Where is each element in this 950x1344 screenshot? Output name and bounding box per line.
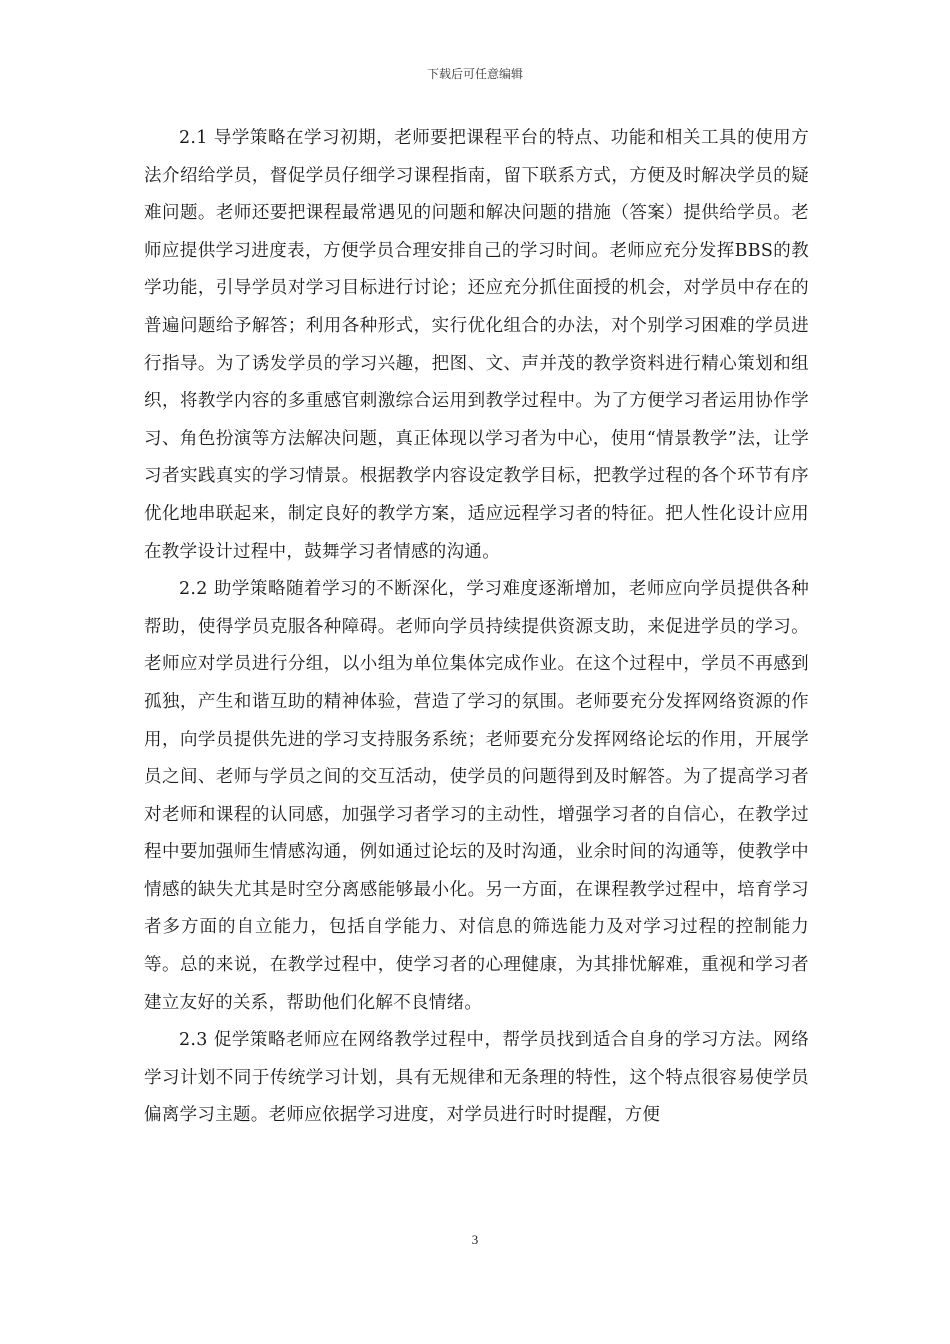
paragraph-2-3: 2.3 促学策略老师应在网络教学过程中，帮学员找到适合自身的学习方法。网络学习计划不同于传统学习计划，具有无规律和无条理的特性，这个特点很容易使学员偏离学习主题。老师应依据学习进度，对学员进行时时提醒，方便 [144,1030,809,1126]
paragraph-2-2: 2.2 助学策略随着学习的不断深化，学习难度逐渐增加，老师应向学员提供各种帮助，使得学员克服各种障碍。老师向学员持续提供资源支助，来促进学员的学习。老师应对学员进行分组，以小组为单位集体完成作业。在这个过程中，学员不再感到孤独，产生和谐互助的精神体验，营造了学习的氛围。老师要充分发挥网络资源的作用，向学员提供先进的学习支持服务系统；老师要充分发挥网络论坛的作用，开展学员之间、老师与学员之间的交互活动，使学员的问题得到及时解答。为了提高学习者对老师和课程的认同感，加强学习者学习的主动性，增强学习者的自信心，在教学过程中要加强师生情感沟通，例如通过论坛的及时沟通，业余时间的沟通等，使教学中情感的缺失尤其是时空分离感能够最小化。另一方面，在课程教学过程中，培育学习者多方面的自立能力，包括自学能力、对信息的筛选能力及对学习过程的控制能力等。总的来说，在教学过程中，使学习者的心理健康，为其排忧解难，重视和学习者建立友好的关系，帮助他们化解不良情绪。 [144,579,809,1013]
page-header: 下载后可任意编辑 [426,67,523,81]
document-body [144,120,809,1135]
page-number: 3 [471,1232,479,1247]
paragraph-2-1: 2.1 导学策略在学习初期，老师要把课程平台的特点、功能和相关工具的使用方法介绍给学员，督促学员仔细学习课程指南，留下联系方式，方便及时解决学员的疑难问题。老师还要把课程最常遇见的问题和解决问题的措施（答案）提供给学员。老师应提供学习进度表，方便学员合理安排自己的学习时间。老师应充分发挥BBS的教学功能，引导学员对学习目标进行讨论；还应充分抓住面授的机会，对学员中存在的普遍问题给予解答；利用各种形式，实行优化组合的办法，对个别学习困难的学员进行指导。为了诱发学员的学习兴趣，把图、文、声并茂的教学资料进行精心策划和组织，将教学内容的多重感官刺激综合运用到教学过程中。为了方便学习者运用协作学习、角色扮演等方法解决问题，真正体现以学习者为中心，使用“情景教学”法，让学习者实践真实的学习情景。根据教学内容设定教学目标，把教学过程的各个环节有序优化地串联起来，制定良好的教学方案，适应远程学习者的特征。把人性化设计应用在教学设计过程中，鼓舞学习者情感的沟通。 [144,128,809,562]
